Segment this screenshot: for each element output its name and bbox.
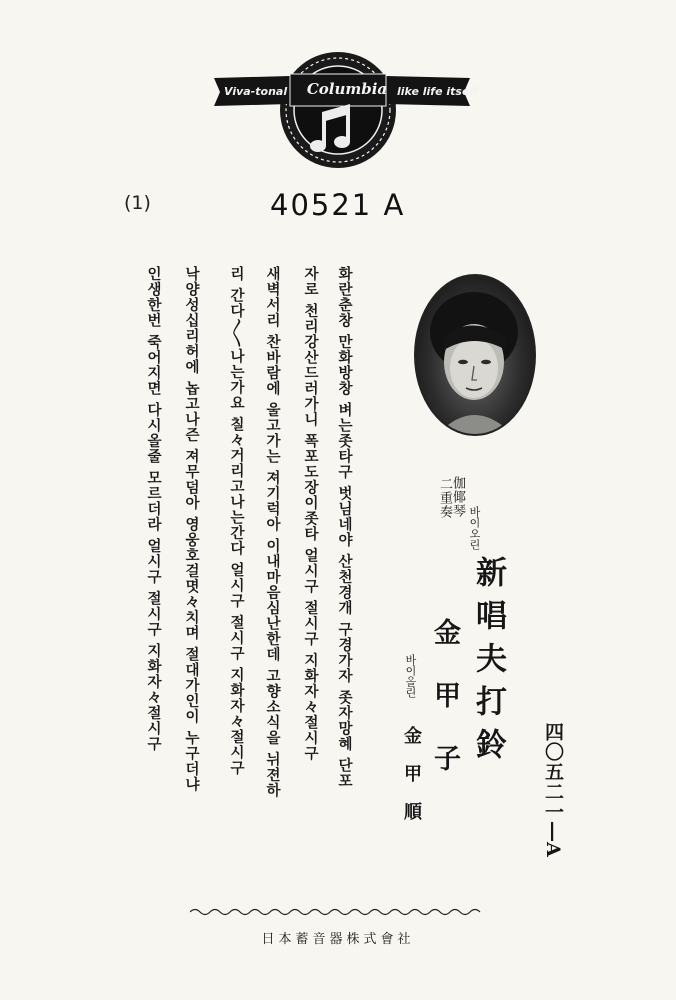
banner-right-text: like life itself — [397, 85, 478, 98]
columbia-emblem-icon — [0, 0, 676, 200]
ensemble-korean: 바이오린 — [468, 506, 481, 550]
violin-label: 바이올린 — [404, 654, 417, 698]
page-number: (1) — [124, 192, 151, 214]
brand-name: Columbia — [306, 80, 388, 98]
lyric-line-2: 자로 천리강산드러가니 폭포도장이좃타 얼시구 절시구 지화자々절시구 — [302, 266, 318, 762]
lyric-line-3: 새벽서리 찬바람에 울고가는 져기럭아 이내마음심난한데 고향소식을 뉘젼하 — [264, 266, 280, 799]
violinist-name: 金甲順 — [401, 726, 422, 840]
side-catalog-number: 四〇五二一―A — [542, 722, 564, 858]
portrait-image — [416, 276, 534, 434]
lyric-line-5: 낙양성십리허에 놉고나즌 져무덤아 영웅호걸몃々치며 절대가인이 누구더냐 — [183, 266, 199, 793]
ensemble-hanja-instrument: 伽倻琴 — [450, 476, 465, 518]
singer-portrait — [414, 274, 536, 436]
columbia-logo — [0, 0, 676, 200]
lyric-line-4: 리 간다〱나는가요 칠々거리고나는간다 얼시구 절시구 지화자々절시구 — [228, 266, 244, 776]
lyric-line-6: 인생한번 죽어지면 다시올줄 모르더라 얼시구 절시구 지화자々절시구 — [145, 266, 161, 752]
catalog-number: 40521 A — [270, 188, 406, 222]
singer-name: 金甲子 — [429, 618, 460, 807]
ensemble-hanja-duet: 二重奏 — [437, 477, 452, 519]
publisher-name: 日本蓄音器株式會社 — [261, 932, 415, 947]
footer-wavy-rule — [190, 906, 486, 918]
song-title: 新唱夫打鈴 — [470, 556, 506, 771]
lyric-line-1: 화란춘창 만화방창 벼는좃타구 벗님네야 산천경개 구경가자 좃자망혜 단포 — [336, 266, 352, 789]
banner-left-text: Viva-tonal — [224, 85, 288, 98]
